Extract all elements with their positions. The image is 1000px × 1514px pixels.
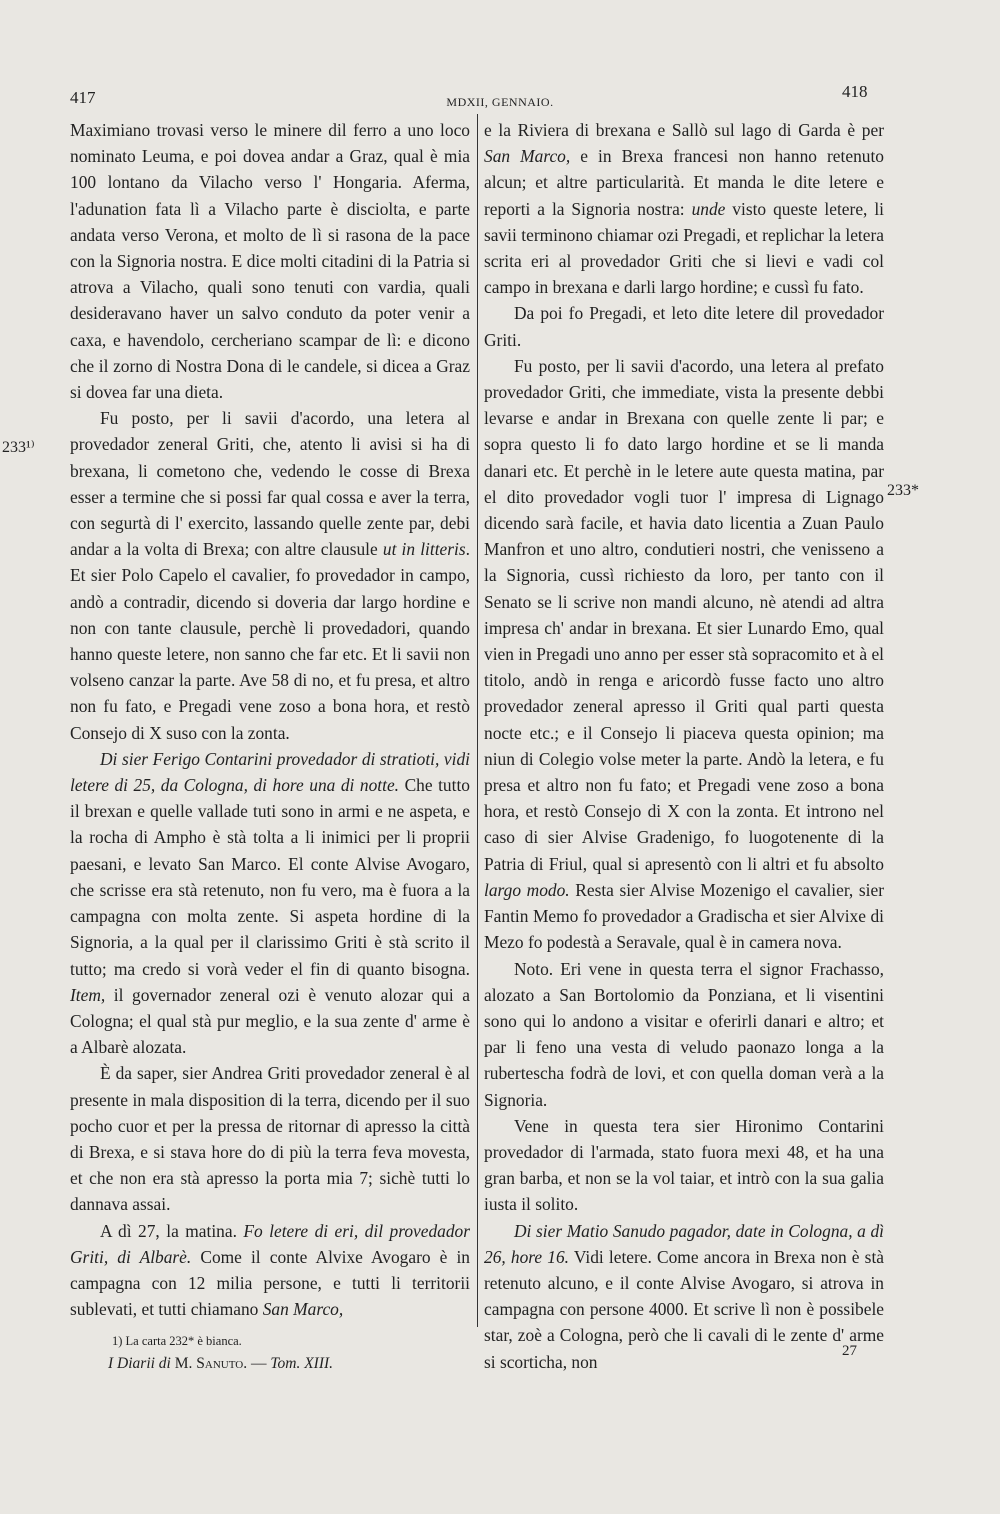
paragraph: Di sier Matio Sanudo pagador, date in Cologna, a dì 26, hore 16. Vidi letere. Come ancora in Brexa non è stà retenuto alcuno, e il conte Alvise Avogaro, si atrova in campagna con persone 4000. Et scrive lì non è possibele star, zoè a Cologna, però che li cavali di le zente d' arme si scorticha, non bbox=[484, 1220, 885, 1372]
signature-mark: 27 bbox=[842, 1343, 857, 1359]
footnote: 1) La carta 232* è bianca. bbox=[112, 1334, 242, 1348]
paragraph: A dì 27, la matina. Fo letere di eri, dil provedador Griti, di Albarè. Come il conte Alvixe Avogaro è in campagna con 12 milia persone, e tutti li territorii sublevati, et tutti chiamano San Marco, bbox=[70, 1220, 470, 1320]
page-number-left: 417 bbox=[70, 88, 96, 107]
paragraph: Da poi fo Pregadi, et leto dite letere dil provedador Griti. bbox=[484, 303, 884, 350]
paragraph: Di sier Ferigo Contarini provedador di stratioti, vidi letere di 25, da Cologna, di hore una di notte. Che tutto il brexan e quelle vallade tuti sono in armi e ne aspeta, e la rocha di Ampho è stà tolta a li inimici per li proprii paesani, e levato San Marco. El conte Alvise Avogaro, che scrisse era stà retenuto, non fu vero, ma è fuora a la campagna con molta zente. Si aspeta hordine di la Signoria, a la qual per il clarissimo Griti è stà scrito il tutto; ma credo si vorà veder el fin di quanto bisogna. Item, il governador zeneral ozi è venuto alozar qui a Cologna; el qual stà pur meglio, e la sua zente d' arme è a Albarè alozata. bbox=[70, 748, 470, 1058]
margin-note-left: 233¹⁾ bbox=[2, 439, 35, 456]
paragraph: È da saper, sier Andrea Griti provedador zeneral è al presente in mala disposition di la terra, dicendo per il suo pocho cuor et per la pressa de ritornar di apresso la città di Brexa, e si stava hore do di più la terra feva movesta, et che non era stà apresso la porta mia 7; sichè tutti lo dannava assai. bbox=[70, 1063, 470, 1215]
paragraph: Noto. Eri vene in questa terra el signor Frachasso, alozato a San Bortolomio da Ponziana, et li visentini sono qui lo andono a visitar e oferirli danari e altro; et par li feno una vesta di veludo paonazo longa a la rubertescha fodrà de lovi, et con quella doman verà a la Signoria. bbox=[484, 958, 884, 1110]
paragraph: Fu posto, per li savii d'acordo, una letera al provedador zeneral Griti, che, atento li avisi si ha di brexana, li cometono che, vedendo le cosse di Brexa esser a termine che si possi far qual cossa e aver la terra, con segurtà di l' exercito, lassando quelle zente par, debi andar a la volta di Brexa; con altre clausule ut in litteris. Et sier Polo Capelo el cavalier, fo provedador in campo, andò a contradir, dicendo si doveria dar largo hordine e non con tante clausule, perchè li provedadori, quando hanno queste letere, non sanno che far etc. Et li savii non volseno canzar la parte. Ave 58 di no, et fu presa, et altro non fu fato, e Pregadi vene zoso a bona hora, et restò Consejo di X suso con la zonta. bbox=[70, 408, 470, 743]
page-number-right: 418 bbox=[842, 82, 868, 101]
paragraph: Maximiano trovasi verso le minere dil ferro a uno loco nominato Leuma, e poi dovea andar a Graz, qual è mia 100 lontano da Vilacho verso l' Hongaria. Aferma, l'adunation fata lì a Vilacho parte è disciolta, e parte andata verso Verona, et molto de lì si rasona de la pace con la Signoria nostra. E dice molti citadini di la Patria si atrova a Vilacho, quali sono tenuti con vardia, quali desideravano haver un salvo conduto da poter venir a caxa, e havendolo, cercheriano scampar de lì: e dicono che il zorno di Nostra Dona di le candele, si dicea a Graz si dovea far una dieta. bbox=[70, 120, 470, 403]
paragraph: Fu posto, per li savii d'acordo, una letera al prefato provedador Griti, che immediate, vista la presente debbi levarse e andar in Brexana con quelle zente li par; e sopra questo li fo dato largo hordine et se li manda danari etc. Et perchè in le letere aute questa matina, par el dito provedador vogli tuor l' impresa di Lignago dicendo sarà facile, et havia dato licentia a Zuan Paulo Manfron et uno altro, condutieri nostri, che venisseno a la Signoria, cussì richiesto da loro, per tanto con il Senato se li scrive non mandi alcuno, nè atendi ad altra impresa ch' andar in brexana. Et sier Lunardo Emo, qual vien in Pregadi uno anno per esser stà sopracomito et à el titolo, andò in renga e aricordò fusse facto uno altro provedador zeneral apresso il Griti qual parti questa nocte etc.; e il Consejo li piaceva questa opinion; ma niun di Colegio volse meter la parte. Andò la letera, e fu presa et altro non fu fato; et Pregadi vene zoso a bona hora, et restò Consejo di X con la zonta. Et introno nel caso di sier Alvise Gradenigo, fo luogotenente di la Patria di Friul, qual si apresentò con li altri et fu absolto largo modo. Resta sier Alvise Mozenigo el cavalier, sier Fantin Memo fo provedador a Gradischa et sier Alvixe di Mezo fo podestà a Seravale, qual è in camera nova. bbox=[484, 355, 884, 953]
paragraph: e la Riviera di brexana e Sallò sul lago di Garda è per San Marco, e in Brexa francesi non hanno retenuto alcun; et altre particularità. Et manda le dite letere e reporti a la Signoria nostra: unde visto queste letere, li savii terminono chiamar ozi Pregadi, et replichar la letera scrita eri al provedador Griti che si lievi e vadi col campo in brexana e darli largo hordine; e cussì fu fato. bbox=[484, 120, 884, 298]
left-column bbox=[70, 117, 470, 1327]
margin-note-right: 233* bbox=[887, 482, 919, 499]
paragraph: Vene in questa tera sier Hironimo Contarini provedador di l'armada, stato fuora mexi 48, et ha una gran barba, et non se la vol taiar, et intrò con la sua galia iusta il solito. bbox=[484, 1115, 884, 1215]
running-title: MDXII, GENNAIO. bbox=[446, 95, 554, 109]
column-rule bbox=[477, 114, 478, 1327]
footer-title: I Diarii di M. Sanuto. — Tom. XIII. bbox=[108, 1355, 334, 1372]
